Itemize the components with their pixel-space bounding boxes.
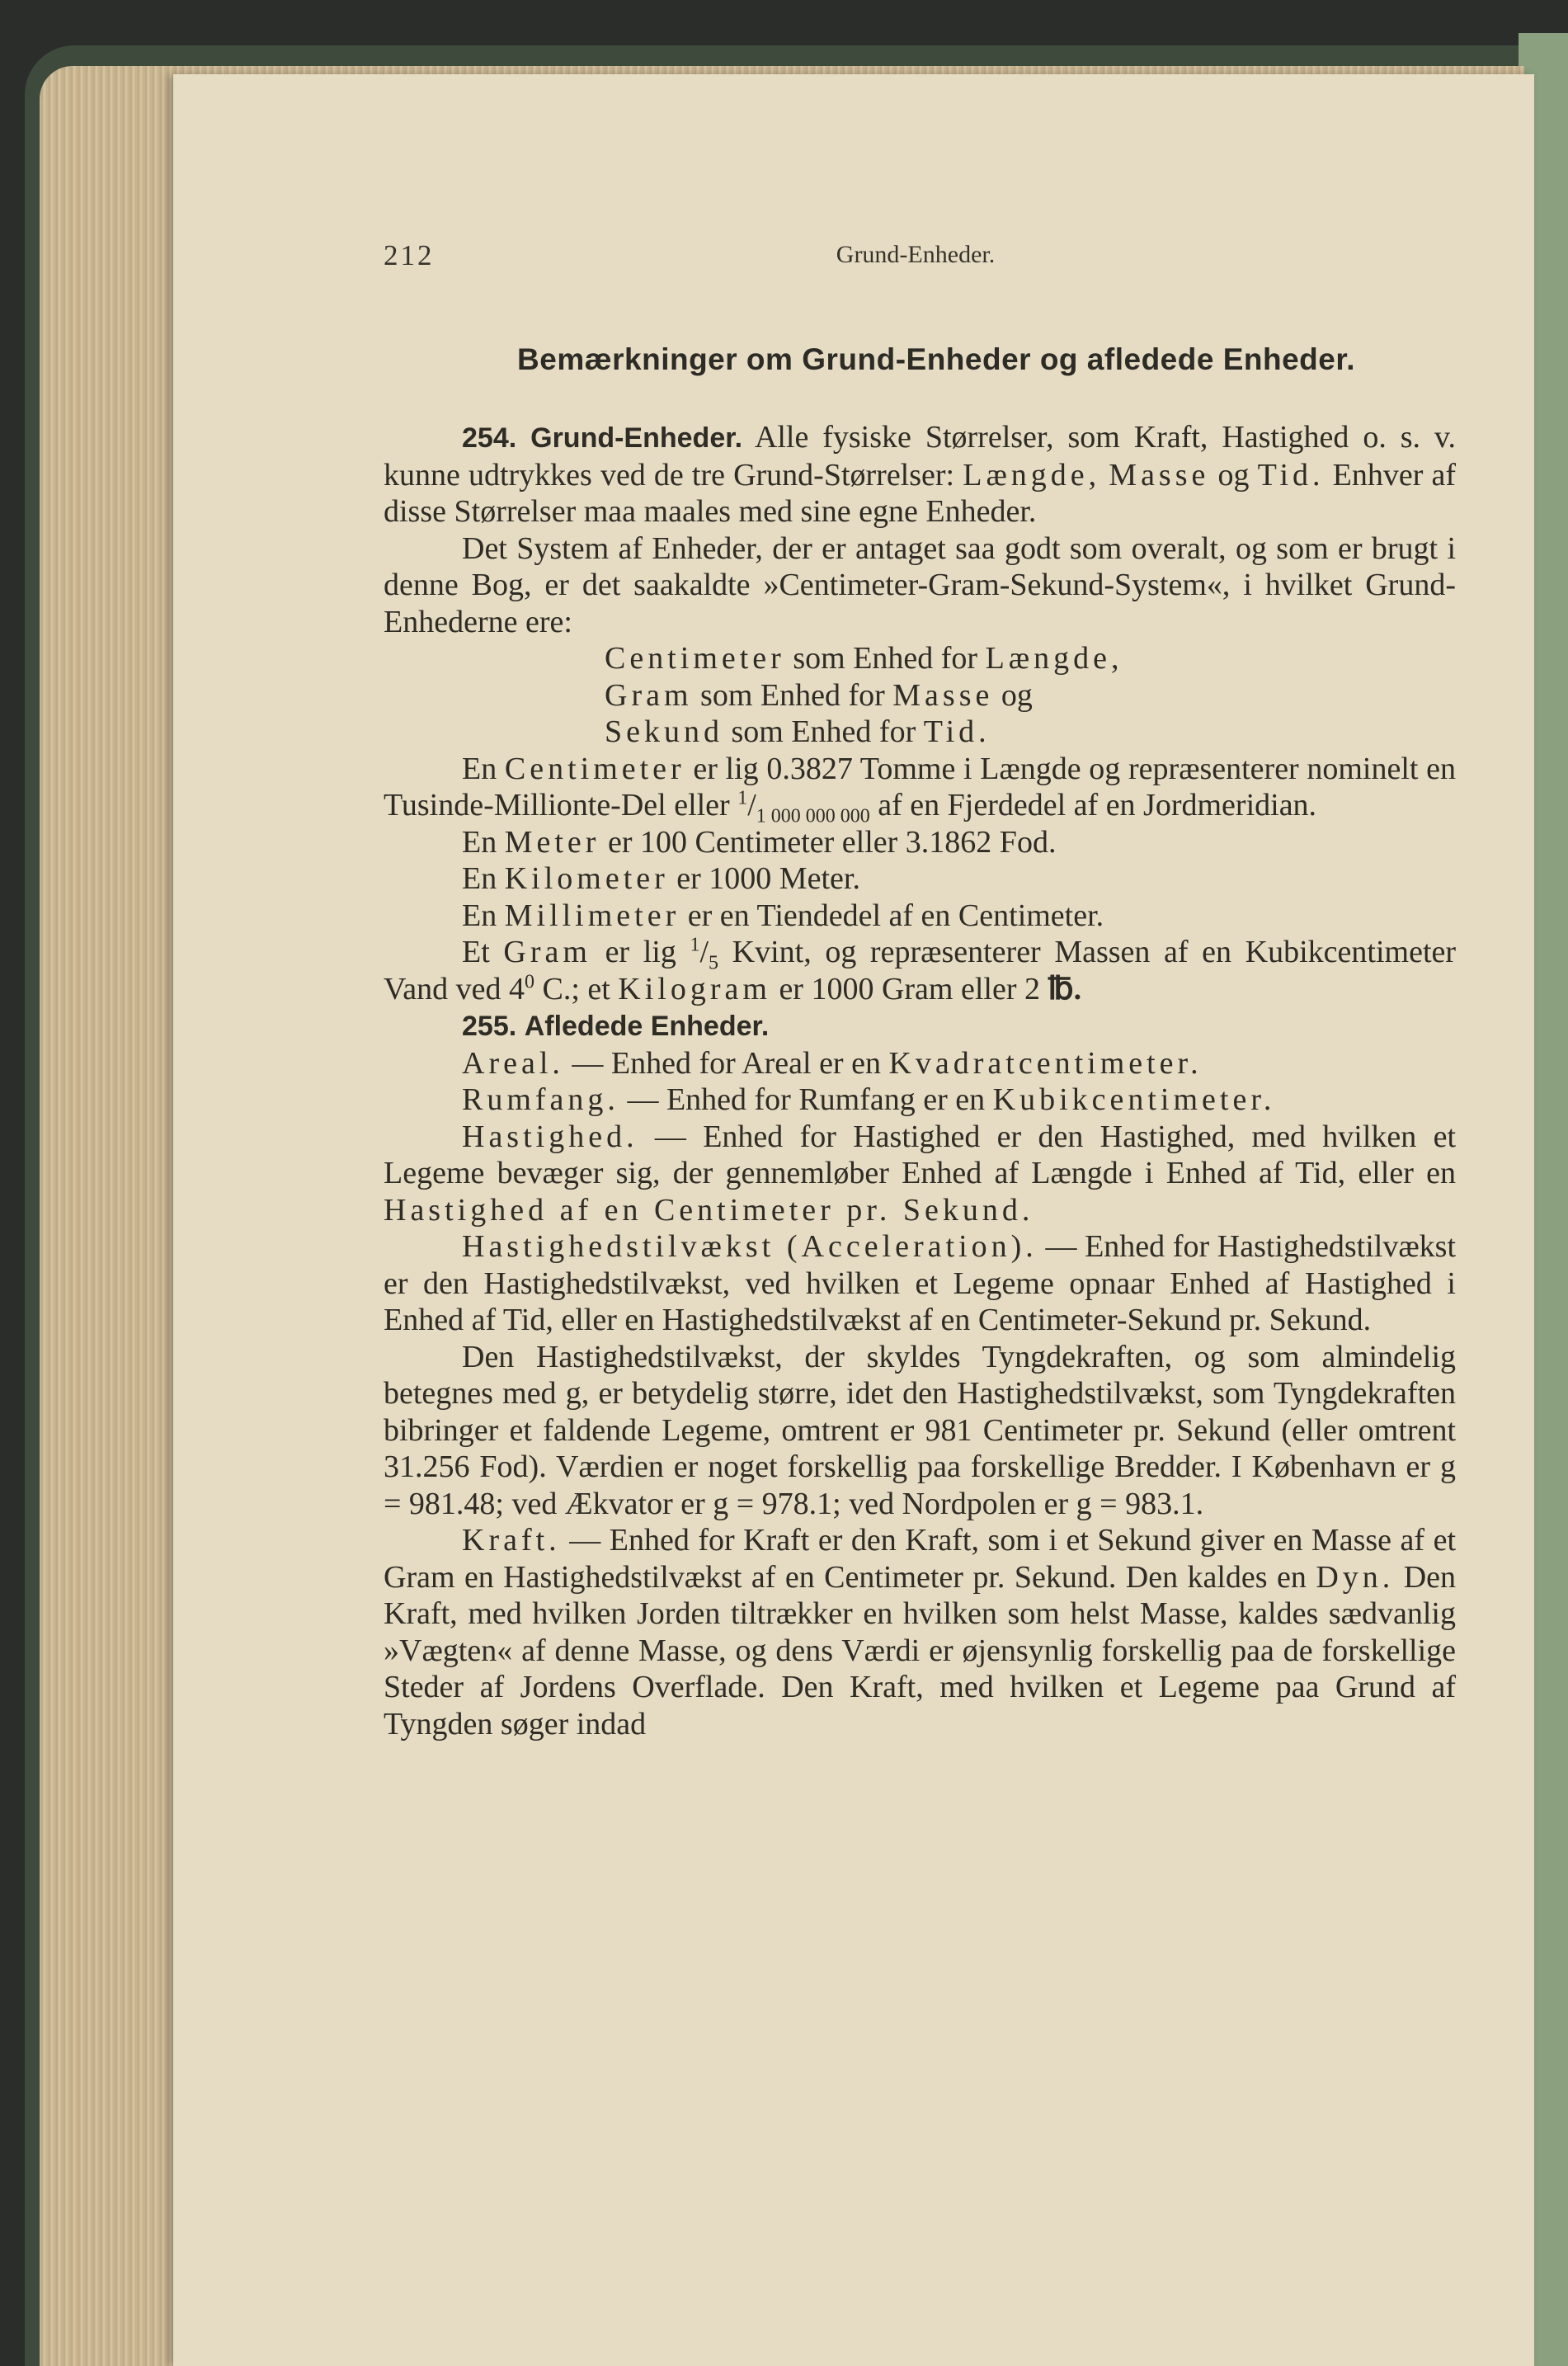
text: . bbox=[978, 714, 986, 749]
text: — Enhed for Kraft er den Kraft, som i et Sekund giver en Masse af et Gram en Hastighedstilvækst af en Centimeter pr. Sekund. Den kaldes en bbox=[384, 1523, 1457, 1595]
spaced-word: Hastighed. bbox=[462, 1119, 638, 1154]
text: og bbox=[1217, 457, 1250, 493]
spaced-word: Sekund bbox=[605, 714, 723, 749]
text: som Enhed for bbox=[731, 714, 916, 749]
section-heading: Grund-Enheder. bbox=[530, 422, 743, 454]
spaced-word: Dyn. bbox=[1316, 1559, 1395, 1595]
spaced-word: Tid bbox=[923, 714, 979, 749]
text: Et bbox=[462, 935, 490, 969]
paragraph: En Centimeter er lig 0.3827 Tomme i Længde og repræsenterer nominelt en Tusinde-Millionte-Del eller $^1/_{1 000 000 000}$ af en Fjerdedel af en Jordmeridian. bbox=[384, 751, 1456, 827]
fraction-denominator: 5 bbox=[709, 952, 719, 974]
spaced-word: Millimeter bbox=[504, 898, 680, 933]
spaced-word: Hastighed af en Centimeter pr. Sekund. bbox=[384, 1192, 1034, 1228]
paragraph: Den Hastighedstilvækst, der skyldes Tyngdekraften, og som almindelig betegnes med g, er betydelig større, idet den Hastighedstilvækst, som Tyngdekraften bibringer et faldende Legeme, omtrent er 981 Centimeter pr. Sekund (eller omtrent 31.256 Fod). Værdien er noget forskellig paa forskellige Bredder. I København er g = 981.48; ved Ækvator er g = 978.1; ved Nordpolen er g = 983.1. bbox=[384, 1339, 1456, 1521]
text: Alle fysiske Størrelser, som Kraft, Hastighed o. s. v. kunne udtrykkes ved de tre Grund-Størrelser: bbox=[384, 420, 1457, 493]
text: , bbox=[1111, 641, 1119, 676]
text: — Enhed for Hastighed er den Hastighed, med hvilken et Legeme bevæger sig, der gennemløber Enhed af Længde i Enhed af Tid, eller en bbox=[384, 1119, 1457, 1190]
paragraph bbox=[384, 860, 1456, 898]
spaced-word: Kubikcentimeter. bbox=[992, 1082, 1276, 1117]
text: En bbox=[462, 751, 497, 786]
text: Den Kraft, med hvilken Jorden tiltrækker en hvilken som helst Masse, kaldes sædvanlig »Vægten« af denne Masse, og dens Værdi er øjensynlig forskellig paa de forskellige Steder af Jordens Overflade. Den Kraft, med hvilken et Legeme paa Grund af Tyngden søger indad bbox=[384, 1559, 1457, 1742]
text: En bbox=[462, 898, 497, 933]
section-heading: Afledede Enheder. bbox=[524, 1011, 770, 1042]
spaced-word: Gram bbox=[503, 935, 591, 969]
spaced-word: Længde bbox=[985, 641, 1112, 676]
text: En bbox=[462, 861, 497, 896]
page-title: Bemærkninger om Grund-Enheder og afledede Enheder. bbox=[517, 342, 1355, 376]
spaced-word: Tid. bbox=[1257, 457, 1325, 493]
text: af en Fjerdedel af en Jordmeridian. bbox=[878, 788, 1317, 822]
spaced-word: Kvadratcentimeter. bbox=[888, 1045, 1203, 1081]
text: — Enhed for Hastighedstilvækst er den Hastighedstilvækst, ved hvilken et Legeme opnaar Enhed af Hastighed i Enhed af Tid, eller en Hastighedstilvækst af en Centimeter-Sekund pr. Sekund. bbox=[384, 1229, 1457, 1337]
fraction-denominator: 1 000 000 000 bbox=[756, 805, 870, 827]
paragraph bbox=[384, 824, 1456, 861]
fraction-numerator: 1 bbox=[690, 934, 700, 956]
text: er en Tiendedel af en Centimeter. bbox=[687, 898, 1104, 933]
paragraph bbox=[384, 1522, 1456, 1742]
paragraph bbox=[384, 1119, 1456, 1229]
text: En bbox=[462, 824, 497, 860]
spaced-word: Kraft. bbox=[462, 1523, 561, 1558]
text: er lig 0.3827 Tomme i Længde og repræsenterer nominelt en Tusinde-Millionte-Del eller bbox=[384, 751, 1456, 822]
spaced-word: Masse bbox=[892, 677, 994, 713]
spaced-word: Hastighedstilvækst (Acceleration). bbox=[462, 1229, 1038, 1264]
degree-sign: 0 bbox=[524, 970, 534, 992]
list-item bbox=[384, 714, 1456, 751]
text: er 1000 Gram eller 2 bbox=[779, 971, 1040, 1006]
spaced-word: Centimeter bbox=[605, 641, 785, 676]
section-number: 254. bbox=[462, 422, 517, 454]
spaced-word: Kilogram bbox=[618, 971, 771, 1006]
paragraph bbox=[384, 1228, 1456, 1339]
spaced-word: Kilometer bbox=[504, 861, 669, 896]
text: som Enhed for bbox=[700, 677, 885, 713]
spaced-word: Rumfang. bbox=[462, 1082, 619, 1117]
text: — Enhed for Areal er en bbox=[572, 1045, 881, 1081]
text: — Enhed for Rumfang er en bbox=[627, 1082, 986, 1117]
spaced-word: Meter bbox=[504, 824, 600, 860]
text: Enhver af disse Størrelser maa maales med sine egne Enheder. bbox=[384, 457, 1457, 529]
pound-symbol: ℔. bbox=[1048, 971, 1082, 1006]
fraction-numerator: 1 bbox=[737, 787, 748, 809]
section-number: 255. bbox=[462, 1011, 517, 1042]
running-head: Grund-Enheder. bbox=[836, 241, 996, 268]
spaced-word: Areal. bbox=[462, 1045, 564, 1081]
text: er 100 Centimeter eller 3.1862 Fod. bbox=[607, 824, 1057, 860]
paragraph: Det System af Enheder, der er antaget saa godt som overalt, og som er brugt i denne Bog, er det saakaldte »Centimeter-Gram-Sekund-System«, i hvilket Grund-Enhederne ere: bbox=[384, 530, 1456, 639]
paragraph-254 bbox=[384, 419, 1456, 530]
body-text bbox=[384, 419, 1456, 1742]
spaced-word: Masse bbox=[1109, 457, 1210, 493]
text: C.; et bbox=[542, 971, 610, 1006]
text: Kvint, og repræsenterer Massen af en Kubikcentimeter Vand ved 4 bbox=[384, 935, 1457, 1006]
page-header bbox=[384, 239, 1448, 276]
paragraph: Et Gram er lig $^1/_5$ Kvint, og repræsenterer Massen af en Kubikcentimeter Vand ved $4^0$ C.; et Kilogram er 1000 Gram eller 2 ℔. bbox=[384, 934, 1457, 1006]
list-item bbox=[384, 677, 1456, 714]
page-number: 212 bbox=[384, 239, 435, 271]
list-item bbox=[384, 640, 1456, 677]
text: er lig bbox=[605, 935, 676, 969]
text: som Enhed for bbox=[793, 641, 978, 676]
paragraph bbox=[384, 1045, 1456, 1082]
spaced-word: Centimeter bbox=[504, 751, 685, 786]
text: og bbox=[993, 677, 1033, 713]
text: er 1000 Meter. bbox=[676, 861, 860, 896]
spaced-word: Længde, bbox=[963, 457, 1101, 493]
paragraph bbox=[384, 898, 1456, 935]
paragraph-255 bbox=[384, 1007, 1456, 1045]
paragraph bbox=[384, 1082, 1456, 1119]
spaced-word: Gram bbox=[605, 677, 693, 713]
